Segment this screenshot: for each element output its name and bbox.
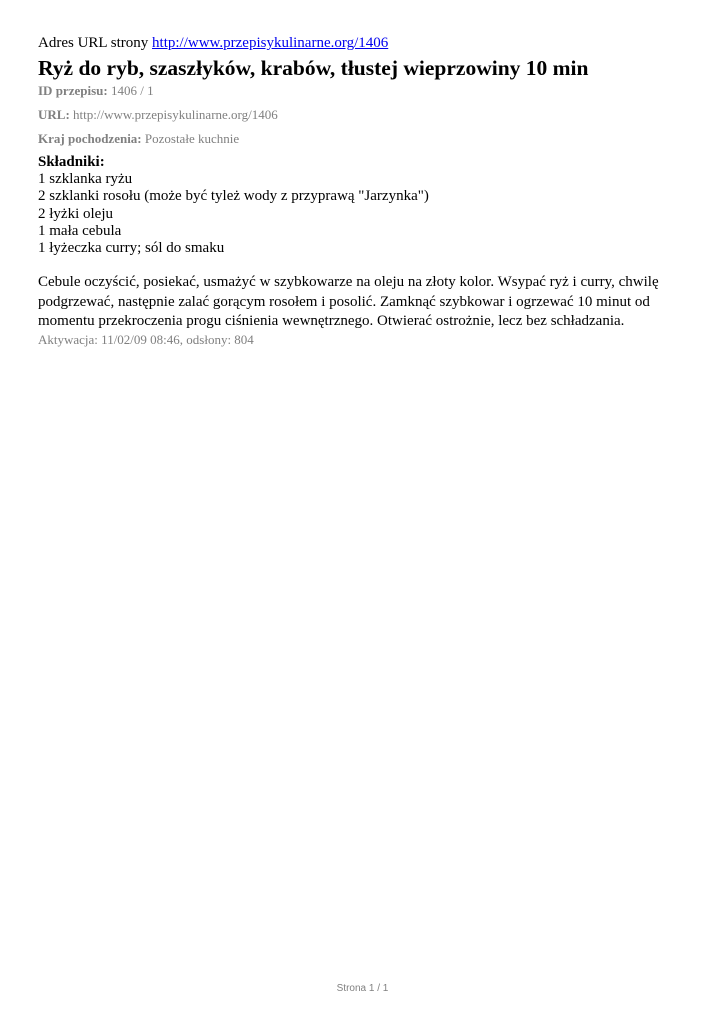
recipe-url-line: [38, 107, 278, 123]
ingredient-item: 1 łyżeczka curry; sól do smaku: [38, 240, 225, 257]
recipe-url-label: URL:: [38, 107, 70, 122]
recipe-id-line: [38, 83, 154, 99]
ingredients-list: [38, 171, 429, 257]
recipe-country-value: Pozostałe kuchnie: [144, 131, 240, 146]
ingredient-item: 1 mała cebula: [38, 222, 122, 239]
recipe-url-value: http://www.przepisykulinarne.org/1406: [73, 107, 278, 122]
activation-info: Aktywacja: 11/02/09 08:46, odsłony: 804: [38, 332, 254, 347]
recipe-country-line: [38, 131, 239, 147]
ingredient-item: 1 szklanka ryżu: [38, 171, 133, 188]
recipe-id-value: 1406 / 1: [110, 83, 154, 98]
source-url-line: [38, 34, 388, 52]
source-url-link[interactable]: http://www.przepisykulinarne.org/1406: [152, 35, 389, 51]
ingredient-item: 2 łyżki oleju: [38, 205, 113, 222]
page-number-footer: Strona 1 / 1: [336, 983, 389, 994]
ingredient-item: 2 szklanki rosołu (może być tyleż wody z przyprawą "Jarzynka"): [38, 188, 429, 205]
recipe-country-label: Kraj pochodzenia:: [38, 131, 142, 146]
ingredients-section: [38, 154, 429, 257]
ingredients-heading: Składniki:: [38, 154, 105, 170]
recipe-instructions: Cebule oczyścić, posiekać, usmażyć w szybkowarze na oleju na złoty kolor. Wsypać ryż i curry, chwilę podgrzewać, następnie zalać gorącym rosołem i posolić. Zamknąć szybkowar i ogrzewać 10 minut od momentu przekroczenia progu ciśnienia wewnętrznego. Otwierać ostrożnie, lecz bez schładzania.: [38, 274, 659, 329]
source-url-prefix: Adres URL strony: [38, 35, 149, 51]
recipe-id-label: ID przepisu:: [38, 83, 108, 98]
recipe-title: Ryż do ryb, szaszłyków, krabów, tłustej wieprzowiny 10 min: [38, 56, 589, 80]
